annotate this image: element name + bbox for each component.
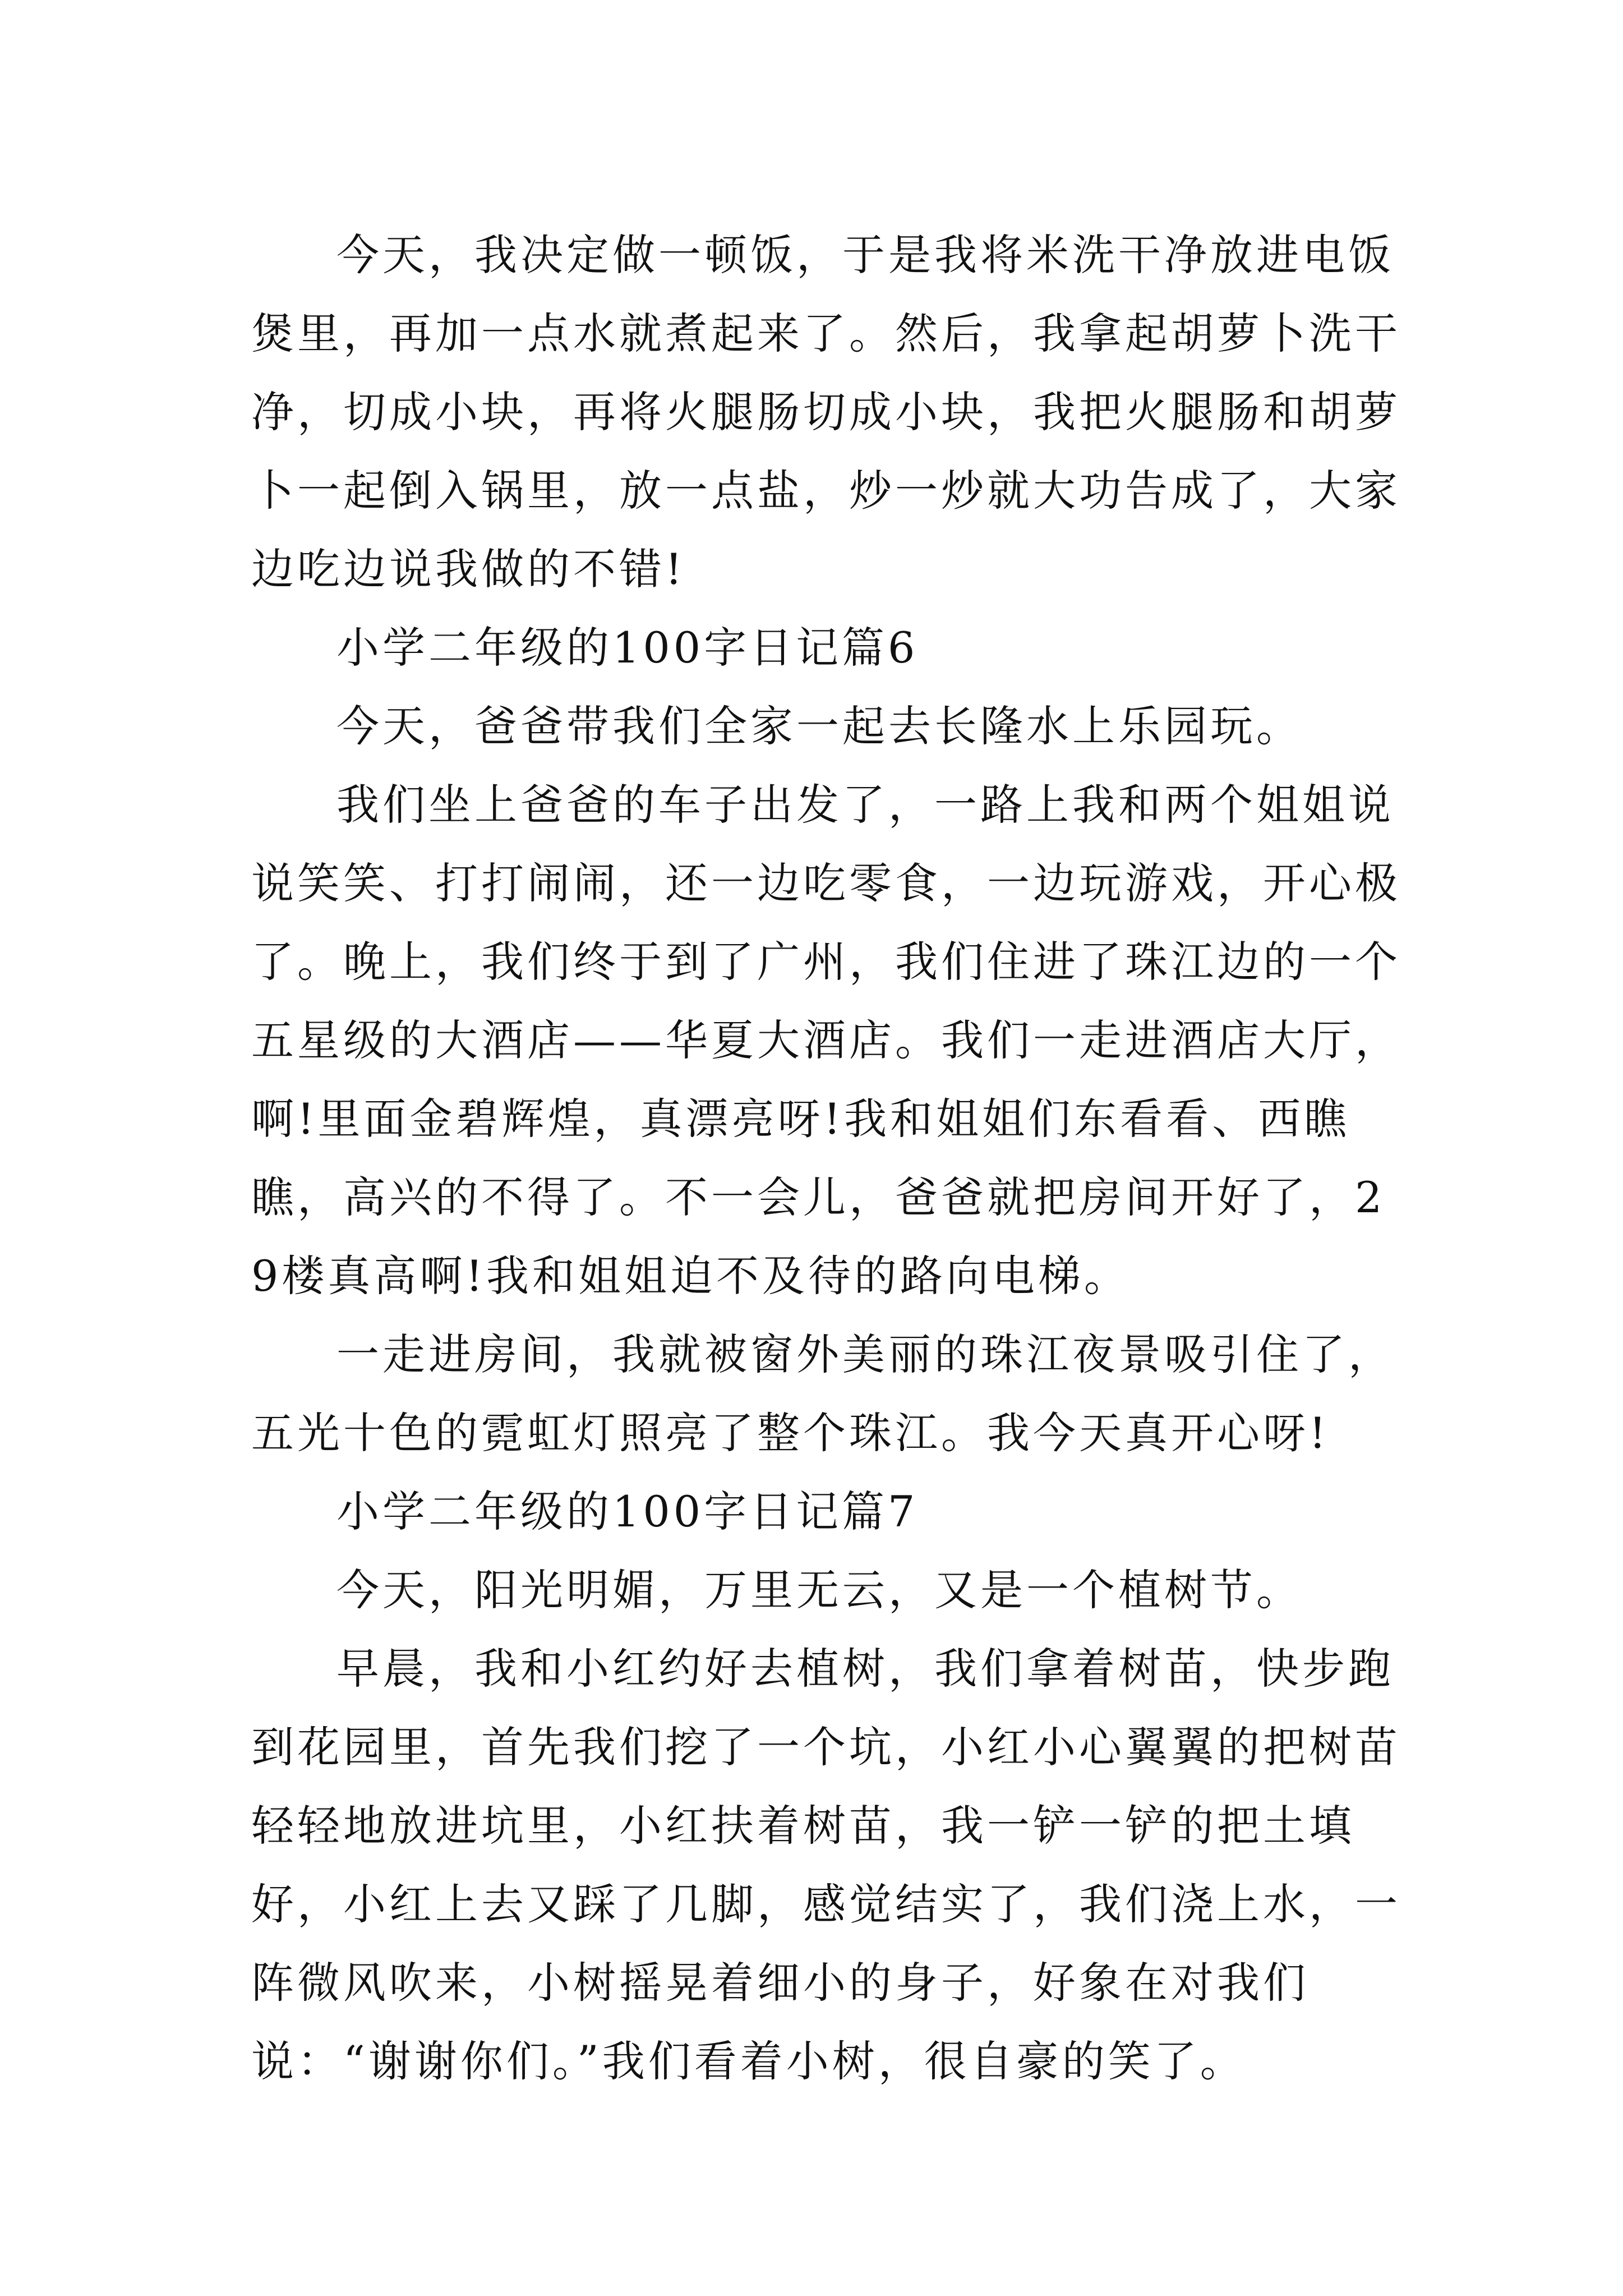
entry-heading-7: 小学二年级的100字日记篇7 xyxy=(336,1487,919,1536)
paragraph-arbor-day-intro: 今天，阳光明媚，万里无云，又是一个植树节。 xyxy=(336,1565,1302,1615)
paragraph-trip-night-view: 一走进房间，我就被窗外美丽的珠江夜景吸引住了，五光十色的霓虹灯照亮了整个珠江。我今天真开心呀! xyxy=(251,1329,1394,1458)
paragraph-trip-intro: 今天，爸爸带我们全家一起去长隆水上乐园玩。 xyxy=(336,701,1302,751)
entry-heading-6: 小学二年级的100字日记篇6 xyxy=(336,623,919,673)
paragraph-cooking: 今天，我决定做一顿饭，于是我将米洗干净放进电饭煲里，再加一点水就煮起来了。然后，我拿起胡萝卜洗干净，切成小块，再将火腿肠切成小块，我把火腿肠和胡萝卜一起倒入锅里，放一点盐，炒一炒就大功告成了，大家边吃边说我做的不错! xyxy=(251,230,1401,594)
paragraph-planting-tree: 早晨，我和小红约好去植树，我们拿着树苗，快步跑到花园里，首先我们挖了一个坑，小红小心翼翼的把树苗轻轻地放进坑里，小红扶着树苗，我一铲一铲的把土填好，小红上去又踩了几脚，感觉结实了，我们浇上水，一阵微风吹来，小树摇晃着细小的身子，好象在对我们说：“谢谢你们。”我们看着小树，很自豪的笑了。 xyxy=(251,1644,1401,2086)
document-body xyxy=(251,216,1412,2101)
paragraph-trip-hotel: 我们坐上爸爸的车子出发了，一路上我和两个姐姐说说笑笑、打打闹闹，还一边吃零食，一边玩游戏，开心极了。晚上，我们终于到了广州，我们住进了珠江边的一个五星级的大酒店——华夏大酒店。我们一走进酒店大厅，啊!里面金碧辉煌，真漂亮呀!我和姐姐们东看看、西瞧瞧，高兴的不得了。不一会儿，爸爸就把房间开好了，29楼真高啊!我和姐姐迫不及待的路向电梯。 xyxy=(251,780,1401,1301)
